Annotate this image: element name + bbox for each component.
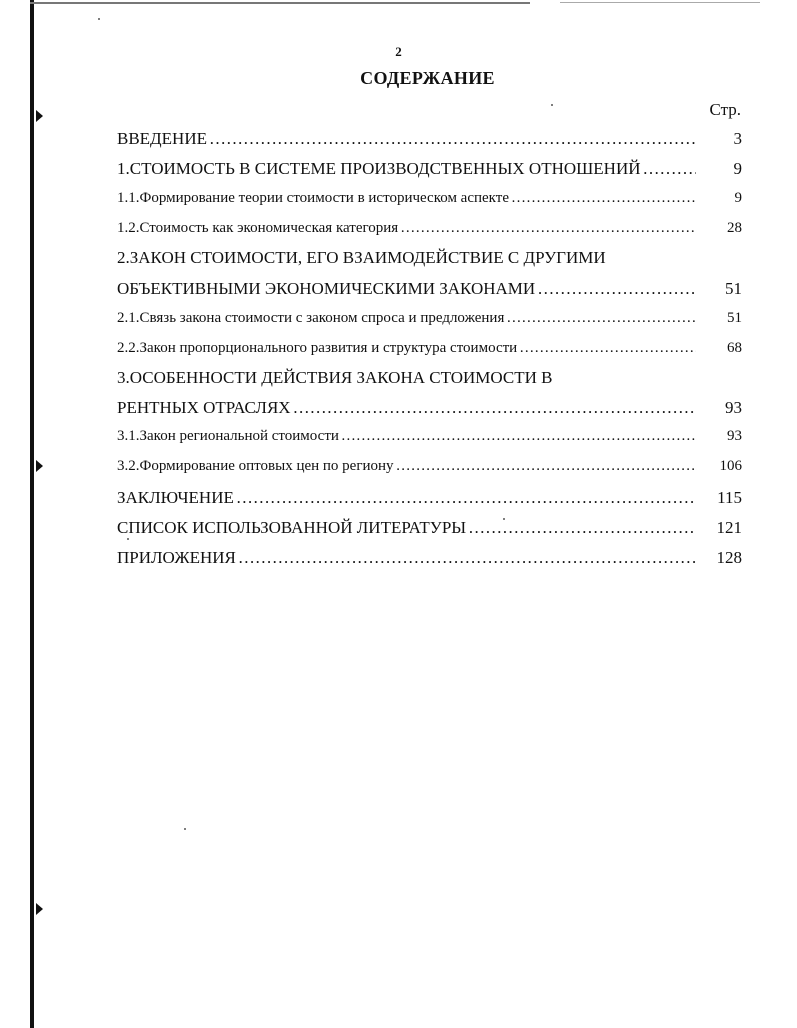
toc-entry-title: ОБЪЕКТИВНЫМИ ЭКОНОМИЧЕСКИМИ ЗАКОНАМИ — [117, 279, 536, 298]
scan-border-top-right — [560, 2, 760, 3]
toc-entry — [117, 220, 742, 244]
scan-speck — [98, 18, 100, 20]
toc-entry-title: ПРИЛОЖЕНИЯ — [117, 548, 236, 567]
toc-entry-page: 28 — [727, 220, 742, 236]
toc-entry-page: 121 — [716, 518, 742, 537]
toc-leader-dots — [209, 129, 696, 149]
toc-leader-dots — [236, 488, 696, 508]
scan-border-top — [30, 2, 530, 4]
toc-entry-title: 1.СТОИМОСТЬ В СИСТЕМЕ ПРОИЗВОДСТВЕННЫХ ОТНОШЕНИЙ — [117, 159, 641, 178]
toc-entry — [117, 340, 742, 364]
toc-leader-dots — [341, 428, 696, 445]
toc-entry — [117, 310, 742, 334]
toc-entry — [117, 190, 742, 214]
toc-entry-title: 3.2.Формирование оптовых цен по региону — [117, 458, 394, 474]
toc-entry-title-line1: 2.ЗАКОН СТОИМОСТИ, ЕГО ВЗАИМОДЕЙСТВИЕ С ДРУГИМИ — [117, 248, 606, 267]
toc-leader-dots — [643, 159, 696, 179]
toc-entry — [117, 428, 742, 452]
toc-leader-dots — [506, 310, 696, 327]
scan-speck — [184, 828, 186, 830]
toc-leader-dots — [238, 548, 696, 568]
toc-entry-title: 2.1.Связь закона стоимости с законом спроса и предложения — [117, 310, 505, 326]
binding-mark — [36, 460, 43, 472]
toc-leader-dots — [400, 220, 696, 237]
toc-entry-page: 68 — [727, 340, 742, 356]
scan-border-left — [30, 0, 34, 1028]
toc-entry — [117, 548, 742, 572]
toc-entry-title: 3.1.Закон региональной стоимости — [117, 428, 339, 444]
toc-entry-title: 1.2.Стоимость как экономическая категория — [117, 220, 399, 236]
toc-leader-dots — [511, 190, 696, 207]
toc-leader-dots — [468, 518, 696, 538]
toc-entry-page: 9 — [734, 190, 742, 206]
toc-entry-page: 9 — [733, 159, 742, 178]
binding-mark — [36, 903, 43, 915]
toc-entry-page: 115 — [717, 488, 742, 507]
toc-entry-title: ВВЕДЕНИЕ — [117, 129, 207, 148]
toc-leader-dots — [293, 398, 696, 418]
toc-entry-page: 93 — [725, 398, 742, 417]
toc-entry — [117, 398, 742, 422]
toc-entry — [117, 129, 742, 153]
scan-speck — [551, 104, 553, 106]
toc-entry-page: 51 — [725, 279, 742, 298]
toc-entry-title: 2.2.Закон пропорционального развития и структура стоимости — [117, 340, 518, 356]
toc-leader-dots — [537, 279, 696, 299]
page-number: 2 — [395, 44, 402, 59]
toc-leader-dots — [396, 458, 696, 475]
page-title: СОДЕРЖАНИЕ — [360, 68, 495, 88]
toc-entry — [117, 159, 742, 183]
toc-entry-title: ЗАКЛЮЧЕНИЕ — [117, 488, 234, 507]
toc-leader-dots — [519, 340, 696, 357]
toc-entry-page: 3 — [733, 129, 742, 148]
pages-column-header: Стр. — [709, 100, 741, 119]
toc-entry-page: 106 — [719, 458, 742, 474]
toc-entry-title: РЕНТНЫХ ОТРАСЛЯХ — [117, 398, 291, 417]
toc-entry — [117, 488, 742, 512]
toc-entry-page: 128 — [716, 548, 742, 567]
toc-entry — [117, 518, 742, 542]
toc-entry-page: 93 — [727, 428, 742, 444]
toc-entry — [117, 458, 742, 482]
toc-entry-title: 1.1.Формирование теории стоимости в историческом аспекте — [117, 190, 509, 206]
toc-entry-title: СПИСОК ИСПОЛЬЗОВАННОЙ ЛИТЕРАТУРЫ — [117, 518, 467, 537]
toc-entry — [117, 279, 742, 303]
toc-entry-page: 51 — [727, 310, 742, 326]
toc-entry-title-line1: 3.ОСОБЕННОСТИ ДЕЙСТВИЯ ЗАКОНА СТОИМОСТИ В — [117, 368, 553, 387]
binding-mark — [36, 110, 43, 122]
